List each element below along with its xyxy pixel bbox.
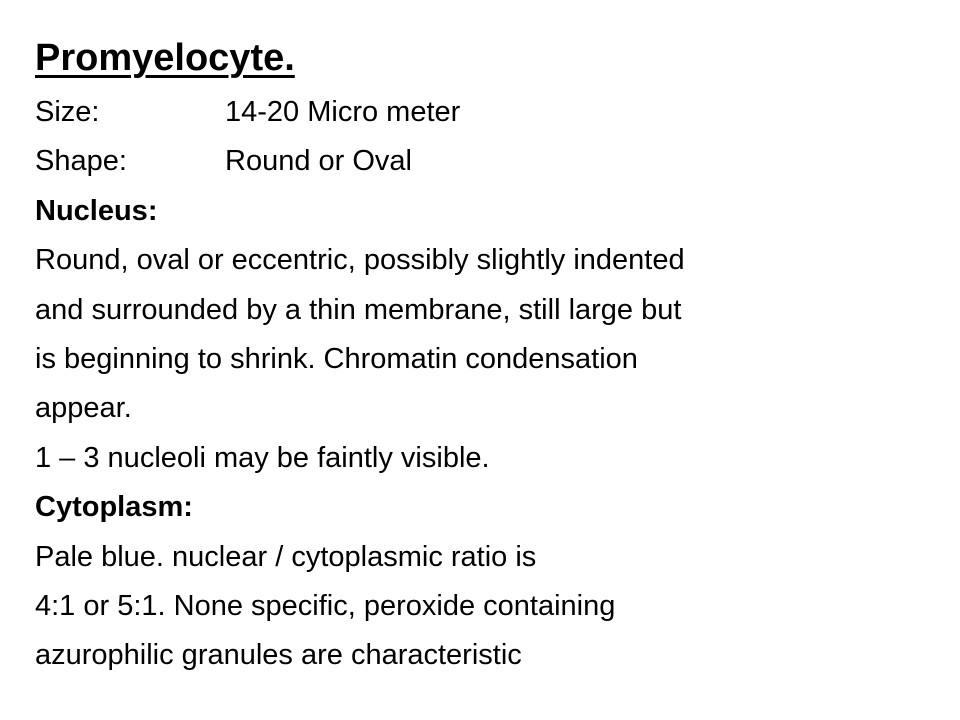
nucleus-heading: Nucleus: [35, 194, 158, 227]
shape-label: Shape: [35, 145, 127, 178]
cytoplasm-line: 4:1 or 5:1. None specific, peroxide containing [35, 590, 616, 623]
nucleus-line: Round, oval or eccentric, possibly slightly indented [35, 244, 685, 277]
size-label: Size: [35, 96, 100, 128]
cytoplasm-line: azurophilic granules are characteristic [35, 639, 522, 672]
slide-title: Promyelocyte. [35, 37, 295, 79]
nucleus-line: 1 – 3 nucleoli may be faintly visible. [35, 441, 490, 474]
cytoplasm-heading: Cytoplasm: [35, 491, 193, 524]
cytoplasm-line: Pale blue. nuclear / cytoplasmic ratio is [35, 540, 537, 573]
nucleus-line: and surrounded by a thin membrane, still large but [35, 293, 682, 326]
shape-value: Round or Oval [225, 145, 412, 178]
slide-content [35, 28, 935, 681]
nucleus-line: is beginning to shrink. Chromatin condensation [35, 343, 638, 376]
nucleus-line: appear. [35, 392, 132, 425]
size-row [35, 88, 935, 137]
shape-row [35, 137, 935, 186]
size-value: 14-20 Micro meter [225, 96, 461, 128]
